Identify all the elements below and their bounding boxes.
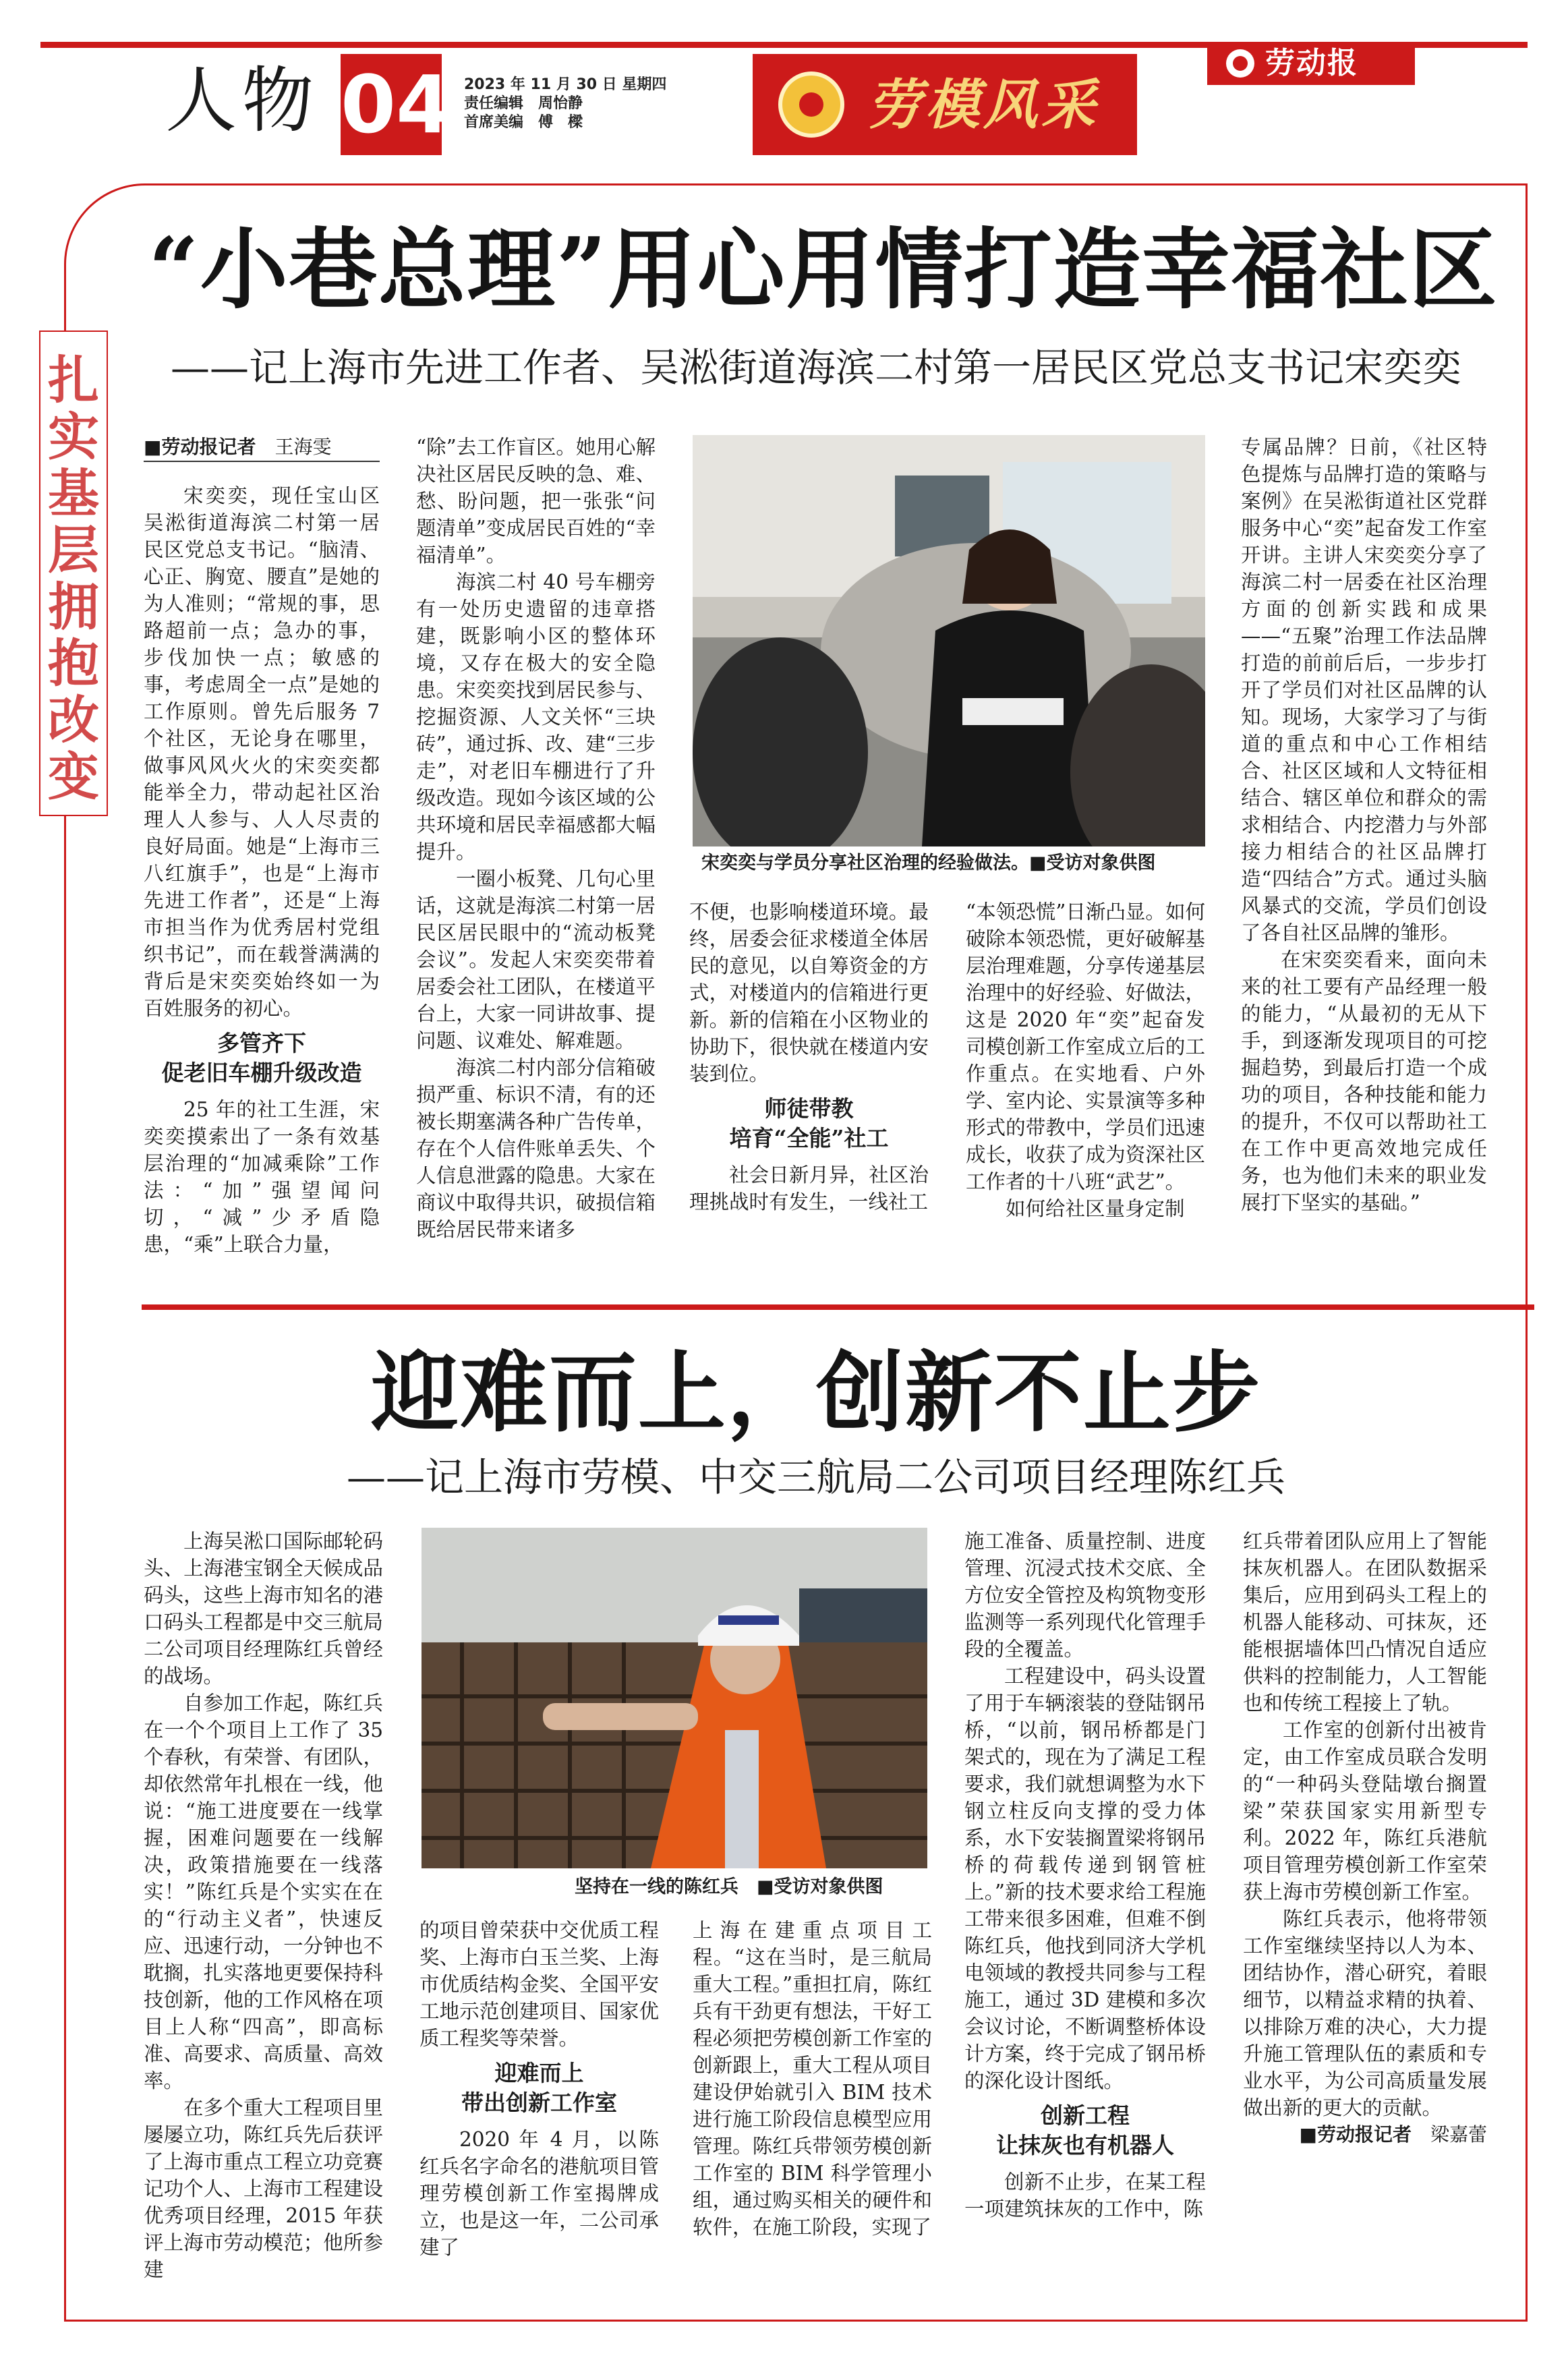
newspaper-logo-text: 劳动报	[1265, 46, 1358, 80]
article2-photo	[422, 1528, 927, 1868]
section-name: 人物	[165, 59, 319, 142]
article1-column-2	[416, 434, 656, 1257]
paragraph: 的项目曾荣获中交优质工程奖、上海市白玉兰奖、上海市优质结构金奖、全国平安工地示范创建项目、国家优质工程奖等荣誉。	[419, 1919, 659, 2050]
paragraph: 在宋奕奕看来，面向未来的社工要有产品经理一般的能力，“从最初的无从下手，到逐渐发现项目的可挖掘趋势，到最后打造一个成功的项目，各种技能和能力的提升，不仅可以帮助社工在工作中更高效地完成任务，也为他们未来的职业发展打下坚实的基础。”	[1241, 948, 1487, 1214]
article1-subheading-2: 师徒带教 培育“全能”社工	[729, 1095, 889, 1151]
page-number: 04	[341, 54, 442, 155]
paragraph: 宋奕奕，现任宝山区吴淞街道海滨二村第一居民区党总支书记。“脑清、心正、胸宽、腰直”是她的为人准则；“常规的事，思路超前一点；急办的事，步伐加快一点；敏感的事，考虑周全一点”是她的工作原则。曾先后服务 7 个社区，无论身在哪里，做事风风火火的宋奕奕都能举全力，带动起社区治理人人参与、人人尽责的良好局面。她是“上海市三八红旗手”，也是“上海市先进工作者”，还是“上海市担当作为优秀居村党组织书记”，而在载誉满满的背后是宋奕奕始终如一为百姓服务的初心。	[144, 484, 380, 1020]
paragraph: 创新不止步，在某工程一项建筑抹灰的工作中，陈	[964, 2171, 1206, 2220]
article2-column-4	[964, 1528, 1206, 2303]
paragraph: 陈红兵表示，他将带领工作室继续坚持以人为本、团结协作，潜心研究，着眼细节，以精益求精的执着、以排除万难的决心，大力提升施工管理队伍的素质和专业水平，为公司高质量发展做出新的更大的贡献。	[1243, 1907, 1487, 2119]
article1-photo-caption: 宋奕奕与学员分享社区治理的经验做法。■受访对象供图	[701, 853, 1156, 873]
article1-column-4	[966, 898, 1205, 1256]
side-banner	[39, 331, 108, 816]
art-editor-credit: 首席美编 傅 樑	[464, 114, 583, 131]
editor-credit: 责任编辑 周怡静	[464, 95, 583, 112]
photo-illustration	[693, 435, 1205, 846]
paragraph: 如何给社区量身定制	[1006, 1197, 1185, 1220]
paragraph: 施工准备、质量控制、进度管理、沉浸式技术交底、全方位安全管控及构筑物变形监测等一系列现代化管理手段的全覆盖。	[964, 1530, 1206, 1661]
paragraph: 上海吴淞口国际邮轮码头、上海港宝钢全天候成品码头，这些上海市知名的港口码头工程都是中交三航局二公司项目经理陈红兵曾经的战场。	[144, 1530, 383, 1688]
paragraph: “本领恐慌”日渐凸显。如何破除本领恐慌，更好破解基层治理难题，分享传递基层治理中的好经验、好做法，这是 2020 年“奕”起奋发司模创新工作室成立后的工作重点。在实地看、户外学、室内论、实景演等多种形式的带教中，学员们迅速成长，收获了成为资深社区工作者的十八班“武艺”。	[966, 900, 1205, 1193]
article2-column-2	[419, 1917, 659, 2301]
laodongbao-logo-icon	[1226, 49, 1254, 78]
article2-column-1	[144, 1528, 383, 2303]
article1-subheading-1: 多管齐下 促老旧车棚升级改造	[161, 1030, 362, 1086]
article1-column-3	[689, 898, 929, 1256]
paragraph: 2020 年 4 月，以陈红兵名字命名的港航项目管理劳模创新工作室揭牌成立，也是这一年，二公司承建了	[419, 2128, 659, 2259]
paragraph: 工作室的创新付出被肯定，由工作室成员联合发明的“一种码头登陆墩台搁置梁”荣获国家实用新型专利。2022 年，陈红兵港航项目管理劳模创新工作室荣获上海市劳模创新工作室。	[1243, 1719, 1487, 1903]
article1-photo	[693, 435, 1205, 846]
photo-illustration	[422, 1528, 927, 1868]
article1-subheadline: ——记上海市先进工作者、吴淞街道海滨二村第一居民区党总支书记宋奕奕	[170, 345, 1461, 391]
paragraph: 专属品牌？日前，《社区特色提炼与品牌打造的策略与案例》在吴淞街道社区党群服务中心“奕”起奋发工作室开讲。主讲人宋奕奕分享了海滨二村一居委在社区治理方面的创新实践和成果——“五聚”治理工作法品牌打造的前前后后，一步步打开了学员们对社区品牌的认知。现场，大家学习了与街道的重点和中心工作相结合、社区区域和人文特征相结合、辖区单位和群众的需求相结合、内挖潜力与外部接力相结合的社区品牌打造“四结合”方式。通过头脑风暴式的交流，学员们创设了各自社区品牌的雏形。	[1241, 436, 1487, 944]
paragraph: 上海在建重点项目工程。“这在当时，是三航局重大工程。”重担扛肩，陈红兵有干劲更有想法，干好工程必须把劳模创新工作室的创新跟上，重大工程从项目建设伊始就引入 BIM 技术进行施工阶段信息模型应用管理。陈红兵带领劳模创新工作室的 BIM 科学管理小组，通过购买相关的硬件和软件，在施工阶段，实现了	[693, 1919, 932, 2239]
issue-date: 2023 年 11 月 30 日 星期四	[464, 76, 667, 93]
paragraph: 红兵带着团队应用上了智能抹灰机器人。在团队数据采集后，应用到码头工程上的机器人能移动、可抹灰，还能根据墙体凹凸情况自适应供料的控制能力，人工智能也和传统工程接上了轨。	[1243, 1530, 1487, 1715]
column-banner	[753, 54, 1137, 155]
article1-column-1	[144, 434, 380, 1257]
article1-byline: ■劳动报记者 王海雯	[144, 434, 380, 462]
union-emblem-icon	[778, 71, 844, 138]
date-block	[464, 76, 747, 132]
paragraph: 工程建设中，码头设置了用于车辆滚装的登陆钢吊桥，“以前，钢吊桥都是门架式的，现在为了满足工程要求，我们就想调整为水下钢立柱反向支撑的受力体系，水下安装搁置梁将钢吊桥的荷载传递到钢管桩上。”新的技术要求给工程施工带来很多困难，但难不倒陈红兵，他找到同济大学机电领域的教授共同参与工程施工，通过 3D 建模和多次会议讨论，不断调整桥体设计方案，终于完成了钢吊桥的深化设计图纸。	[964, 1665, 1206, 2092]
paragraph: 在多个重大工程项目里屡屡立功，陈红兵先后获评了上海市重点工程立功竞赛记功个人、上海市工程建设优秀项目经理，2015 年获评上海市劳动模范；他所参建	[144, 2096, 383, 2281]
paragraph: 一圈小板凳、几句心里话，这就是海滨二村第一居民区居民眼中的“流动板凳会议”。发起人宋奕奕带着居委会社工团队，在楼道平台上，大家一同讲故事、提问题、议难处、解难题。	[416, 867, 656, 1052]
column-title: 劳模风采	[867, 73, 1099, 136]
newspaper-logo[interactable]	[1207, 42, 1415, 85]
article2-photo-caption: 坚持在一线的陈红兵 ■受访对象供图	[575, 1876, 883, 1897]
article2-column-5	[1243, 1528, 1487, 2303]
article2-byline: ■劳动报记者 梁嘉蕾	[1299, 2123, 1487, 2146]
article-divider	[142, 1304, 1534, 1310]
paragraph: 自参加工作起，陈红兵在一个个项目上工作了 35 个春秋，有荣誉、有团队，却依然常年扎根在一线，他说：“施工进度要在一线掌握，困难问题要在一线解决，政策措施要在一线落实！”陈红兵是个实实在在的“行动主义者”，快速反应、迅速行动，一分钟也不耽搁，扎实落地更要保持科技创新，他的工作风格在项目上人称“四高”，即高标准、高要求、高质量、高效率。	[144, 1692, 383, 2092]
paragraph: 海滨二村 40 号车棚旁有一处历史遗留的违章搭建，既影响小区的整体环境，又存在极大的安全隐患。宋奕奕找到居民参与、挖掘资源、人文关怀“三块砖”，通过拆、改、建“三步走”，对老旧车棚进行了升级改造。现如今该区域的公共环境和居民幸福感都大幅提升。	[416, 571, 656, 863]
article1-column-5	[1241, 434, 1487, 1257]
side-banner-text: 扎 实 基 层 拥 抱 改 变	[48, 350, 99, 807]
paragraph: “除”去工作盲区。她用心解决社区居民反映的急、难、愁、盼问题，把一张张“问题清单”变成居民百姓的“幸福清单”。	[416, 436, 656, 567]
paragraph: 海滨二村内部分信箱破损严重、标识不清，有的还被长期塞满各种广告传单，存在个人信件账单丢失、个人信息泄露的隐患。大家在商议中取得共识，破损信箱既给居民带来诸多	[416, 1056, 656, 1241]
article2-subheadline: ——记上海市劳模、中交三航局二公司项目经理陈红兵	[346, 1454, 1285, 1500]
paragraph: 社会日新月异，社区治理挑战时有发生，一线社工	[689, 1163, 929, 1213]
article2-subheading-1: 迎难而上 带出创新工作室	[461, 2060, 617, 2116]
article2-headline: 迎难而上，创新不止步	[370, 1341, 1261, 1444]
paragraph: 25 年的社工生涯，宋奕奕摸索出了一条有效基层治理的“加减乘除”工作法：“加”强望闻问切，“减”少矛盾隐患，“乘”上联合力量，	[144, 1098, 380, 1256]
paragraph: 不便，也影响楼道环境。最终，居委会征求楼道全体居民的意见，以自筹资金的方式，对楼道内的信箱进行更新。新的信箱在小区物业的协助下，很快就在楼道内安装到位。	[689, 900, 929, 1085]
article2-column-3	[693, 1917, 932, 2301]
article2-subheading-2: 创新工程 让抹灰也有机器人	[996, 2102, 1174, 2158]
article1-headline: “小巷总理”用心用情打造幸福社区	[148, 218, 1499, 321]
